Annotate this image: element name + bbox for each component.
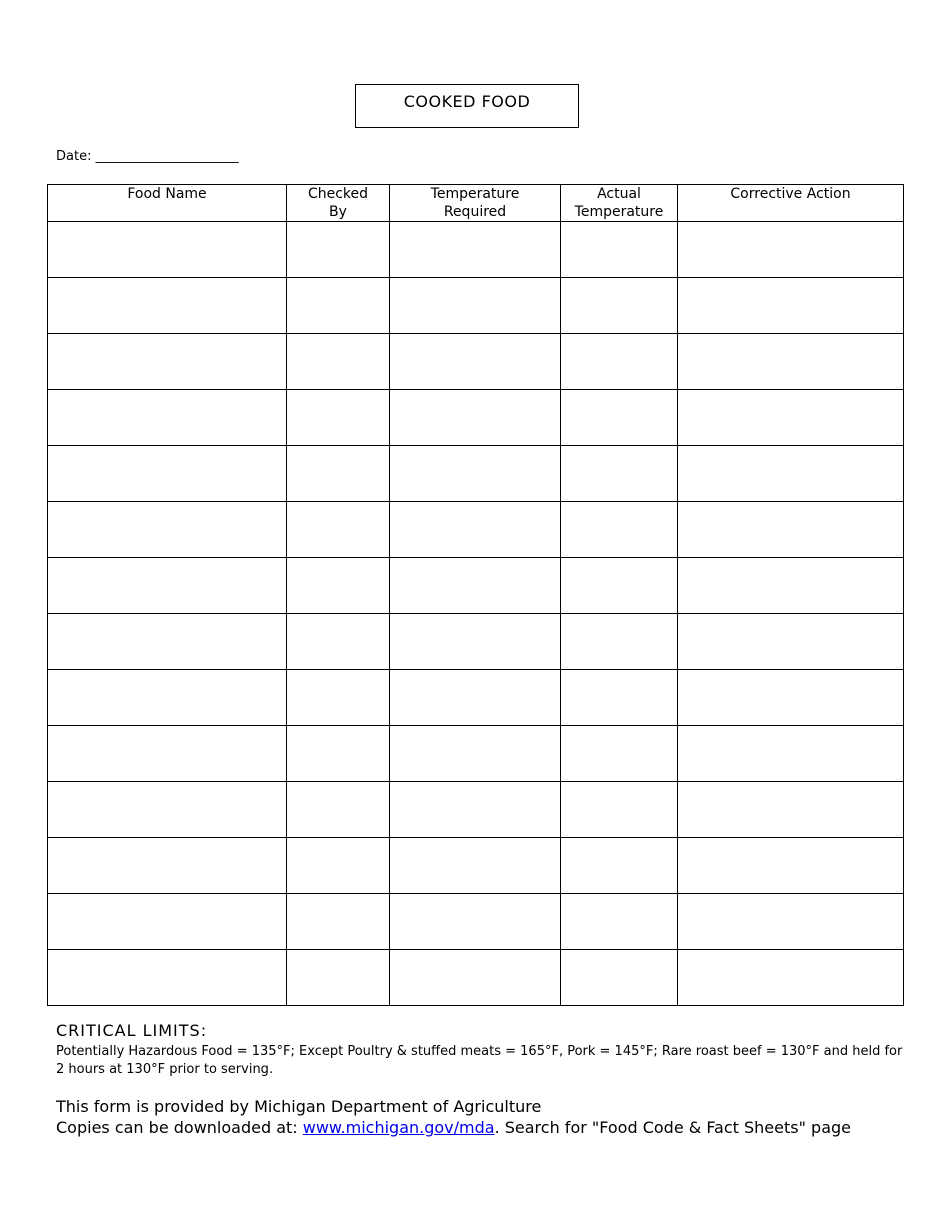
table-row xyxy=(48,670,904,726)
food-name-cell[interactable] xyxy=(48,558,287,614)
table-row xyxy=(48,782,904,838)
corrective-action-cell[interactable] xyxy=(678,782,904,838)
food-name-cell[interactable] xyxy=(48,222,287,278)
temperature-required-cell[interactable] xyxy=(390,726,561,782)
table-row xyxy=(48,614,904,670)
temperature-required-cell[interactable] xyxy=(390,334,561,390)
corrective-action-cell[interactable] xyxy=(678,222,904,278)
download-note-suffix: . Search for "Food Code & Fact Sheets" page xyxy=(494,1118,852,1137)
column-header-corrective-action: Corrective Action xyxy=(678,185,904,222)
checked-by-cell[interactable] xyxy=(287,614,390,670)
food-name-cell[interactable] xyxy=(48,726,287,782)
temperature-required-cell[interactable] xyxy=(390,390,561,446)
checked-by-cell[interactable] xyxy=(287,222,390,278)
table-body xyxy=(48,222,904,1006)
food-name-cell[interactable] xyxy=(48,614,287,670)
critical-limits-heading: CRITICAL LIMITS: xyxy=(56,1021,208,1040)
checked-by-cell[interactable] xyxy=(287,726,390,782)
cooked-food-log-table xyxy=(47,184,904,1006)
actual-temperature-cell[interactable] xyxy=(561,782,678,838)
column-header-food-name: Food Name xyxy=(48,185,287,222)
actual-temperature-cell[interactable] xyxy=(561,614,678,670)
provider-note: This form is provided by Michigan Department of Agriculture xyxy=(56,1097,542,1116)
actual-temperature-cell[interactable] xyxy=(561,502,678,558)
table-row xyxy=(48,334,904,390)
food-name-cell[interactable] xyxy=(48,334,287,390)
corrective-action-cell[interactable] xyxy=(678,446,904,502)
actual-temperature-cell[interactable] xyxy=(561,390,678,446)
actual-temperature-cell[interactable] xyxy=(561,670,678,726)
corrective-action-cell[interactable] xyxy=(678,558,904,614)
checked-by-cell[interactable] xyxy=(287,278,390,334)
corrective-action-cell[interactable] xyxy=(678,950,904,1006)
mda-website-link[interactable]: www.michigan.gov/mda xyxy=(302,1118,495,1137)
food-name-cell[interactable] xyxy=(48,894,287,950)
food-name-cell[interactable] xyxy=(48,950,287,1006)
temperature-required-cell[interactable] xyxy=(390,670,561,726)
temperature-required-cell[interactable] xyxy=(390,222,561,278)
table-row xyxy=(48,558,904,614)
food-name-cell[interactable] xyxy=(48,782,287,838)
actual-temperature-cell[interactable] xyxy=(561,726,678,782)
corrective-action-cell[interactable] xyxy=(678,838,904,894)
temperature-required-cell[interactable] xyxy=(390,502,561,558)
table-row xyxy=(48,502,904,558)
checked-by-cell[interactable] xyxy=(287,670,390,726)
actual-temperature-cell[interactable] xyxy=(561,950,678,1006)
food-name-cell[interactable] xyxy=(48,502,287,558)
column-header-checked-by: Checked By xyxy=(287,185,390,222)
checked-by-cell[interactable] xyxy=(287,334,390,390)
food-name-cell[interactable] xyxy=(48,278,287,334)
temperature-required-cell[interactable] xyxy=(390,950,561,1006)
column-header-temperature-required: Temperature Required xyxy=(390,185,561,222)
date-field-label: Date: ______________________ xyxy=(56,149,239,164)
temperature-required-cell[interactable] xyxy=(390,614,561,670)
checked-by-cell[interactable] xyxy=(287,894,390,950)
corrective-action-cell[interactable] xyxy=(678,334,904,390)
download-note xyxy=(56,1118,851,1137)
actual-temperature-cell[interactable] xyxy=(561,222,678,278)
checked-by-cell[interactable] xyxy=(287,838,390,894)
critical-limits-text: Potentially Hazardous Food = 135°F; Except Poultry & stuffed meats = 165°F, Pork = 145°F; Rare roast beef = 130°F and held for 2 hours at 130°F prior to serving. xyxy=(56,1044,903,1077)
temperature-required-cell[interactable] xyxy=(390,558,561,614)
table-row xyxy=(48,950,904,1006)
actual-temperature-cell[interactable] xyxy=(561,894,678,950)
temperature-required-cell[interactable] xyxy=(390,446,561,502)
temperature-required-cell[interactable] xyxy=(390,838,561,894)
corrective-action-cell[interactable] xyxy=(678,502,904,558)
checked-by-cell[interactable] xyxy=(287,782,390,838)
actual-temperature-cell[interactable] xyxy=(561,558,678,614)
temperature-required-cell[interactable] xyxy=(390,782,561,838)
table-row xyxy=(48,894,904,950)
actual-temperature-cell[interactable] xyxy=(561,446,678,502)
table-row xyxy=(48,390,904,446)
checked-by-cell[interactable] xyxy=(287,502,390,558)
food-name-cell[interactable] xyxy=(48,446,287,502)
actual-temperature-cell[interactable] xyxy=(561,278,678,334)
food-name-cell[interactable] xyxy=(48,670,287,726)
download-note-prefix: Copies can be downloaded at: xyxy=(56,1118,303,1137)
actual-temperature-cell[interactable] xyxy=(561,334,678,390)
checked-by-cell[interactable] xyxy=(287,446,390,502)
corrective-action-cell[interactable] xyxy=(678,278,904,334)
checked-by-cell[interactable] xyxy=(287,390,390,446)
corrective-action-cell[interactable] xyxy=(678,614,904,670)
table-row xyxy=(48,838,904,894)
table-row xyxy=(48,446,904,502)
checked-by-cell[interactable] xyxy=(287,950,390,1006)
corrective-action-cell[interactable] xyxy=(678,670,904,726)
checked-by-cell[interactable] xyxy=(287,558,390,614)
actual-temperature-cell[interactable] xyxy=(561,838,678,894)
corrective-action-cell[interactable] xyxy=(678,726,904,782)
temperature-required-cell[interactable] xyxy=(390,894,561,950)
table-row xyxy=(48,222,904,278)
temperature-required-cell[interactable] xyxy=(390,278,561,334)
corrective-action-cell[interactable] xyxy=(678,894,904,950)
table-row xyxy=(48,278,904,334)
form-title: COOKED FOOD xyxy=(355,84,579,128)
table-header-row xyxy=(48,185,904,222)
corrective-action-cell[interactable] xyxy=(678,390,904,446)
food-name-cell[interactable] xyxy=(48,390,287,446)
food-name-cell[interactable] xyxy=(48,838,287,894)
table-row xyxy=(48,726,904,782)
column-header-actual-temperature: Actual Temperature xyxy=(561,185,678,222)
